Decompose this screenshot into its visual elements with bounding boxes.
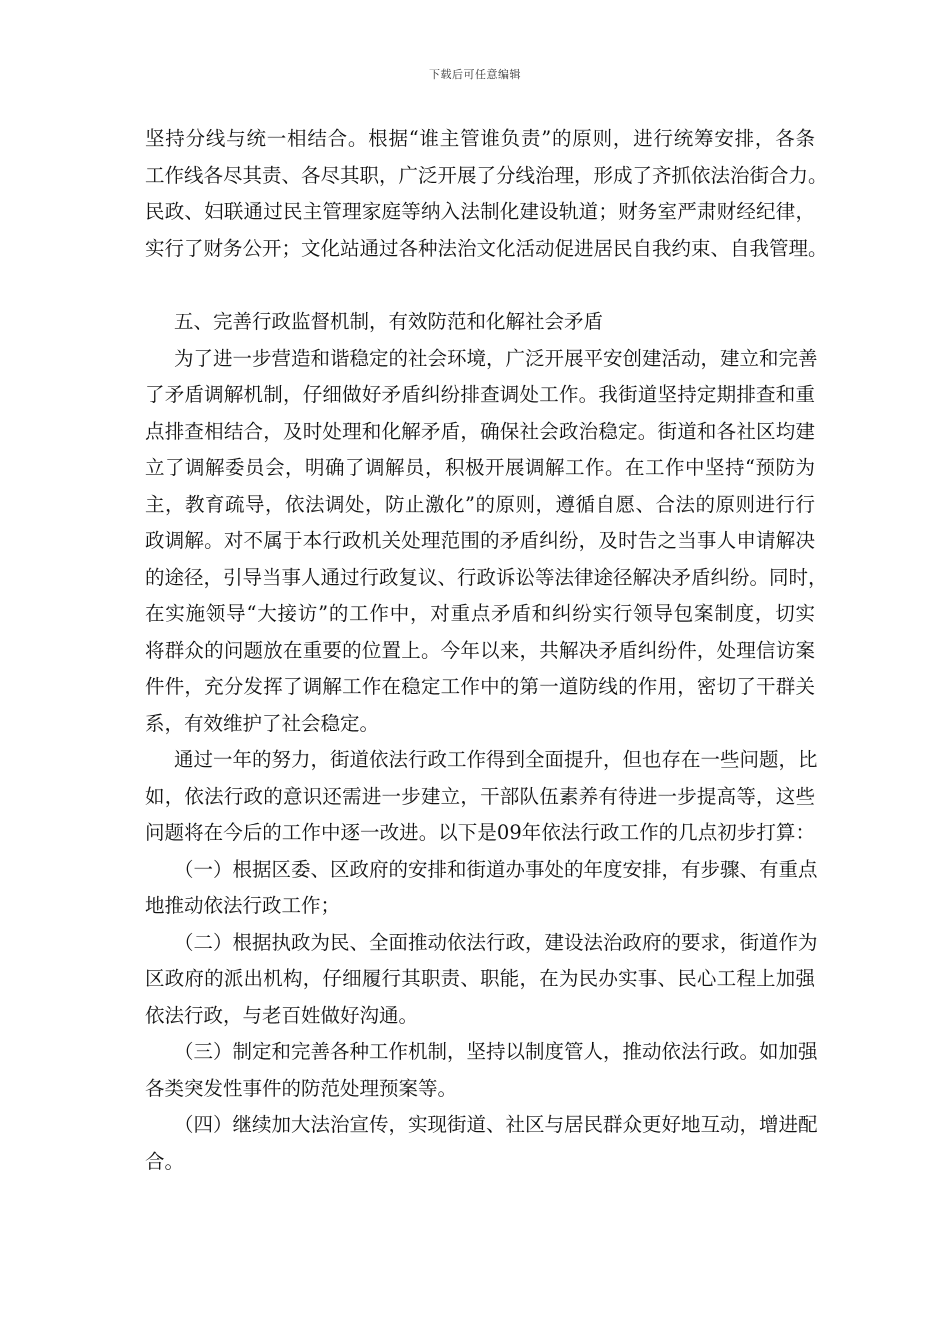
plan-item-3 [145,1034,818,1107]
page-header: 下载后可任意编辑 [429,68,521,81]
text-line: （二）根据执政为民、全面推动依法行政，建设法治政府的要求，街道作为 [174,930,818,954]
text-line: （一）根据区委、区政府的安排和街道办事处的年度安排，有步骤、有重点 [174,857,818,881]
text-line: 依法行政，与老百姓做好沟通。 [145,1003,419,1027]
plan-item-2 [145,925,818,1035]
text-line: 将群众的问题放在重要的位置上。今年以来，共解决矛盾纠纷件，处理信访案 [145,638,815,662]
text-line: 为了进一步营造和谐稳定的社会环境，广泛开展平安创建活动，建立和完善 [174,346,818,370]
text-line: 民政、妇联通过民主管理家庭等纳入法制化建设轨道；财务室严肃财经纪律， [145,200,815,223]
plan-item-4 [145,1107,818,1180]
text-line: 政调解。对不属于本行政机关处理范围的矛盾纠纷，及时告之当事人申请解决 [145,529,815,552]
text-line: 系，有效维护了社会稳定。 [145,711,380,735]
text-line: 在实施领导“大接访”的工作中，对重点矛盾和纠纷实行领导包案制度，切实 [145,602,815,625]
paragraph-mediation [145,341,828,743]
paragraph-division-of-work [145,121,828,267]
text-line: 合。 [145,1149,185,1173]
text-line: 的途径，引导当事人通过行政复议、行政诉讼等法律途径解决矛盾纠纷。同时， [145,565,828,589]
text-line: 各类突发性事件的防范处理预案等。 [145,1076,458,1100]
plan-item-1 [145,852,818,925]
text-line: 坚持分线与统一相结合。根据“谁主管谁负责”的原则，进行统筹安排，各条 [145,127,815,150]
text-line: 问题将在今后的工作中逐一改进。以下是09年依法行政工作的几点初步打算： [145,821,815,844]
text-line: 件件，充分发挥了调解工作在稳定工作中的第一道防线的作用，密切了干群关 [145,675,815,698]
text-line: 实行了财务公开；文化站通过各种法治文化活动促进居民自我约束、自我管理。 [145,236,828,260]
text-line: 主，教育疏导，依法调处，防止激化”的原则，遵循自愿、合法的原则进行行 [145,492,815,516]
text-line: 工作线各尽其责、各尽其职，广泛开展了分线治理，形成了齐抓依法治街合力。 [145,163,828,187]
document-body [145,121,828,1180]
text-line: 点排查相结合，及时处理和化解矛盾，确保社会政治稳定。街道和各社区均建 [145,419,815,443]
text-line: 区政府的派出机构，仔细履行其职责、职能，在为民办实事、民心工程上加强 [145,967,815,990]
text-line: 了矛盾调解机制，仔细做好矛盾纠纷排查调处工作。我街道坚持定期排查和重 [145,383,815,406]
text-line: （四）继续加大法治宣传，实现街道、社区与居民群众更好地互动，增进配 [174,1113,818,1136]
paragraph-summary [145,742,818,852]
text-line: 如，依法行政的意识还需进一步建立，干部队伍素养有待进一步提高等，这些 [145,784,815,808]
text-line: 地推动依法行政工作； [145,894,341,917]
text-line: 立了调解委员会，明确了调解员，积极开展调解工作。在工作中坚持“预防为 [145,456,815,479]
section-heading: 五、完善行政监督机制，有效防范和化解社会矛盾 [174,310,604,333]
text-line: （三）制定和完善各种工作机制，坚持以制度管人，推动依法行政。如加强 [174,1040,818,1063]
paragraph-spacer [145,267,815,304]
text-line: 通过一年的努力，街道依法行政工作得到全面提升，但也存在一些问题，比 [174,748,818,771]
